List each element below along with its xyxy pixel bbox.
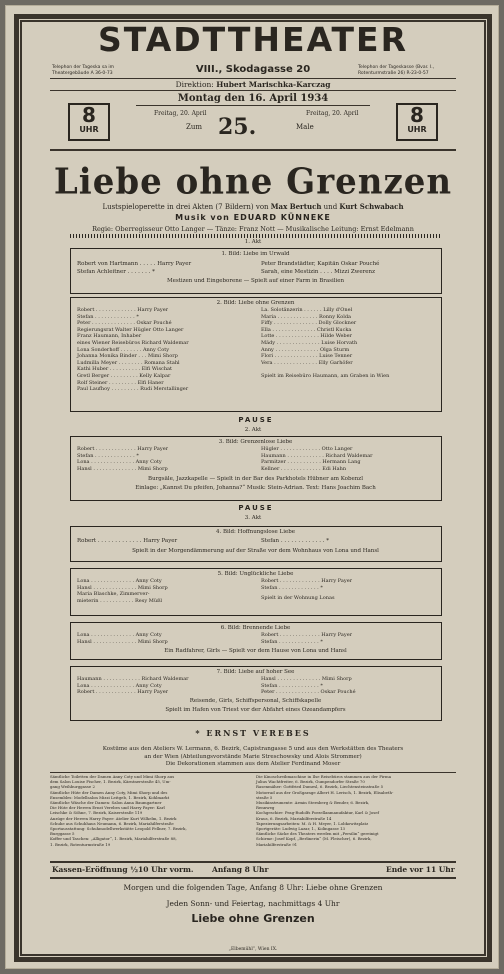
time-box-right: 8 UHR (396, 103, 438, 141)
performance-date: Montag den 16. April 1934 (177, 93, 329, 104)
music-credit: Musik von EDUARD KÜNNEKE (175, 213, 331, 222)
left-small-info: Telephon der Tageska sa im Theatergebäude A 36-0-73 (52, 65, 115, 76)
supplier-list-right: Die Kinoschreibmaschine in Ilse Reisebüros stammen aus der Firma Julius Wachtfreiter, 6. Bezirk, Gumpendorfer Straße 70 Rasenmäher: Gottfried Dumesl, 6. Bezirk, Liechtensteinstraße 5 Motorrad aus der Großgarage Albert H. Lerisch, 1. Bezirk, Elisabeth- straße 5 Musikinstrumente: Armin Sternberg & Bender, 6. Bezirk, Rennweg Kochgeschirr: Prag-Rudolfs Porzellanmanufaktur, Karl & Josef Kraus, 6. Bezirk, Mariahilferstraße 14 Tapezierungsarbeiten: M. & H. Meyer, 1. Lobkowitzplatz Sportgeräte: Ludwig Lazar, 1., Kolingasse 13 Sämtliche Säcke des Theaters werden mit „Persilin“ gereinigt Schirme: Josef Kopf, „Berlinerin“ (M. Fleischer), 6. Bezirk, Mariahilferstraße 91 (256, 774, 394, 847)
scene-2-right-cast: La. Solotänzerin . . . . . . Lilly d'Onel Maria . . . . . . . . . . . . . Ronny Kolda Fiffy . . . . . . . . . . . . . . Dolly Glockner Ella . . . . . . . . . . . . . . Christl Kucka Lotte . . . . . . . . . . . . . . Hilde Weber Mädy . . . . . . . . . . . . . . Luise Horvath Anny . . . . . . . . . . . . . . Olga Sturm Flori . . . . . . . . . . . . . . Luise Tenner Vera . . . . . . . . . . . . . . Elly Garhöfer Spielt im Reisebüro Haumann, am Graben in Wien (261, 307, 390, 380)
friday-left: Freitag, 20. April (154, 110, 207, 117)
scene-5: 5. Bild: Unglückliche Liebe Lona . . . . . . . . . . . . . . Anny Coty Hansl . . . . . . . . . . . . . . Mimi Shorp Maria Blaschke, Zimmerver- mieterin . . . . . . . . . . . Resy Müßl Robert . . . . . . . . . . . . . Harry Payer Stefan . . . . . . . . . . . . . * Spielt in der Wohnung Lonas (70, 568, 442, 616)
supplier-list-left: Sämtliche Toiletten der Damen Anny Coty und Mimi Shorp aus dem Salon Louise Fischer, 1. Bezirk, Kärntnerstraße 45, Um- gang Weihburggasse 2 Sämtliche Hüte der Damen Anny Coty, Mimi Shorp und des Ensembles: Modellsalon Mizzi Leitgeb, 1. Bezirk, Kohlmarkt Sämtliche Wäsche der Damen: Salon Anna Baumgartner Die Hüte der Herren Ernst Verebes und Harry Payer: Karl Leischke & Söhne, 7. Bezirk, Kaiserstraße 119 Anzüge der Herren Harry Payer: Atelier Kurt Wilhelm, 1. Bezirk Schuhe aus Schuhhaus Neumann, 6. Bezirk, Mariahilferstraße Sportausstattung: Schuhmodellwerkstätte Leopold Fellner, 7. Bezirk, Burggasse 5 Koffer und Taschen: „Alligator“, 1. Bezirk, Mariahilferstraße 88, 1. Bezirk, Rotenturmstraße 19 (50, 774, 187, 847)
scene-2: 2. Bild: Liebe ohne Grenzen Robert . . . . . . . . . . . . . Harry Payer Stefan . . . . . . . . . . . . . * Peter . . . . . . . . . . . . . . Oskar Pouché Regierungsrat Walter Hügler Otto Langer Franz Haumann, Inhaber eines Wiener Reisebüros Richard Waldemar Lona Sonderhoff . . . . . . . Anny Coty Johanna Monika Binder . . . Mimi Shorp Ludmilla Meyer . . . . . . . . Romana Stahl Kathi Huber . . . . . . . . . . Elfi Wischat Gretl Berger . . . . . . . . . Kelly Kalpar Rolf Steiner . . . . . . . . . Elfi Haner Paul Laufhoy . . . . . . . . . Rudi Merstallinger La. Solotänzerin . . . . . . Lilly d'Onel Maria . . . . . . . . . . . . . Ronny Kolda Fiffy . . . . . . . . . . . . . . Dolly Glockner Ella . . . . . . . . . . . . . . Christl Kucka Lotte . . . . . . . . . . . . . . Hilde Weber Mädy . . . . . . . . . . . . . . Luise Horvath Anny . . . . . . . . . . . . . . Olga Sturm Flori . . . . . . . . . . . . . . Luise Tenner Vera . . . . . . . . . . . . . . Elly Garhöfer Spielt im Reisebüro Haumann, am Graben in Wien (70, 297, 442, 412)
act2-label: 2. Akt (244, 427, 262, 433)
male: Male (296, 123, 314, 131)
poster (5, 5, 499, 969)
play-title: Liebe ohne Grenzen (53, 161, 453, 203)
scene-2-left-cast: Robert . . . . . . . . . . . . . Harry Payer Stefan . . . . . . . . . . . . . * Peter . . . . . . . . . . . . . . Oskar Pouché Regierungsrat Walter Hügler Otto Langer Franz Haumann, Inhaber eines Wiener Reisebüros Richard Waldemar Lona Sonderhoff . . . . . . . Anny Coty Johanna Monika Binder . . . Mimi Shorp Ludmilla Meyer . . . . . . . . Romana Stahl Kathi Huber . . . . . . . . . . Elfi Wischat Gretl Berger . . . . . . . . . Kelly Kalpar Rolf Steiner . . . . . . . . . Elfi Haner Paul Laufhoy . . . . . . . . . Rudi Merstallinger (77, 307, 189, 393)
scene-1: 1. Bild: Liebe im Urwald Robert von Hartmann . . . . . Harry Payer Peter Brandstädter, Kapitän Oskar Pouché Stefan Achleitner . . . . . . . * Sarah, eine Mestizin . . . . Mizzi Zwerenz Mestizen und Eingeborene — Spielt auf einer Farm in Brasilien (70, 248, 442, 294)
next-days: Morgen und die folgenden Tage, Anfang 8 Uhr: Liebe ohne Grenzen (123, 883, 383, 892)
scene-6: 6. Bild: Brennende Liebe Lona . . . . . . . . . . . . . . Anny Coty Hansl . . . . . . . . . . . . . . Mimi Shorp Robert . . . . . . . . . . . . . Harry Payer Stefan . . . . . . . . . . . . . * Ein Radfahrer, Girls — Spielt vor dem Hause von Lona und Hansl (70, 622, 442, 660)
end-time: Ende vor 11 Uhr (386, 865, 455, 874)
printer-imprint: „Elbemühl“, Wien IX. (228, 947, 278, 952)
theater-name: STADTTHEATER (97, 20, 409, 59)
act1-label: 1. Akt (244, 239, 262, 245)
pause-2: PAUSE (238, 504, 274, 512)
sunday-matinee: Jeden Sonn- und Feiertag, nachmittags 4 Uhr (166, 899, 340, 908)
time-box-left: 8 UHR (68, 103, 110, 141)
act3-label: 3. Akt (244, 515, 262, 521)
subtitle: Lustspieloperette in drei Akten (7 Bildern) von Max Bertuch und Kurt Schwabach (102, 202, 404, 211)
costume-credits: Kostüme aus den Ateliers W. Lermann, 6. Bezirk, Capistrangasse 5 und aus den Werkstätten des Theaters an der Wien (Abteilungsvorstände Marie Streschowsky und Alois Strommer) Die Dekorationen stammen aus dem Atelier Ferdinand Moser (102, 746, 404, 767)
direction-credits: Regie: Oberregisseur Otto Langer — Tänze: Franz Nott — Musikalische Leitung: Ernst Edelmann (92, 225, 414, 233)
theater-address: VIII., Skodagasse 20 (195, 64, 311, 75)
ernst-verebes: * ERNST VEREBES (195, 728, 311, 738)
right-small-info: Telephon der Tageskasse (Bvar. I., Rotenturmstraße 26) R-23-0-57 (358, 65, 435, 76)
matinee-title: Liebe ohne Grenzen (191, 912, 315, 925)
scene-7: 7. Bild: Liebe auf hoher See Haumann . . . . . . . . . . . . Richard Waldemar Lona . . . . . . . . . . . . . . Anny Coty Robert . . . . . . . . . . . . . Harry Payer Hansl . . . . . . . . . . . . . . Mimi Shorp Stefan . . . . . . . . . . . . . * Peter . . . . . . . . . . . . . . Oskar Pouché Reisende, Girls, Schiffspersonal, Schiffskapelle Spielt im Hafen von Triest vor der Abfahrt eines Ozeandampfers (70, 666, 442, 721)
scene-4: 4. Bild: Hoffnungslose Liebe Robert . . . . . . . . . . . . . Harry Payer Stefan . . . . . . . . . . . . . * Spielt in der Morgendämmerung auf der Straße vor dem Wohnhaus von Lona und Hansl (70, 526, 442, 562)
direction: Direktion: Hubert Marischka-Karczag (175, 80, 331, 89)
friday-right: Freitag, 20. April (306, 110, 359, 117)
start-time: Anfang 8 Uhr (212, 865, 269, 874)
pause-1: PAUSE (238, 416, 274, 424)
box-office-opening: Kassen-Eröffnung ½10 Uhr vorm. (52, 865, 194, 874)
performance-count: 25. (218, 114, 257, 140)
zum: Zum (186, 123, 203, 131)
scene-3: 3. Bild: Grenzenlose Liebe Robert . . . . . . . . . . . . . Harry Payer Stefan . . . . . . . . . . . . . * Lona . . . . . . . . . . . . . . Anny Coty Hansl . . . . . . . . . . . . . . Mimi Shorp Hügler . . . . . . . . . . . . . Otto Langer Haumann . . . . . . . . . . . . Richard Waldemar Parmitzer . . . . . . . . . . . Hermann Lang Kellner . . . . . . . . . . . . . Edi Hahn Burgsäle, Jazzkapelle — Spielt in der Bar des Parkhotels Hübner am Kobenzl Einlage: „Kannst Du pfeifen, Johanna?“ Musik: Stein-Adrian. Text: Hans Joachim Bach (70, 436, 442, 501)
